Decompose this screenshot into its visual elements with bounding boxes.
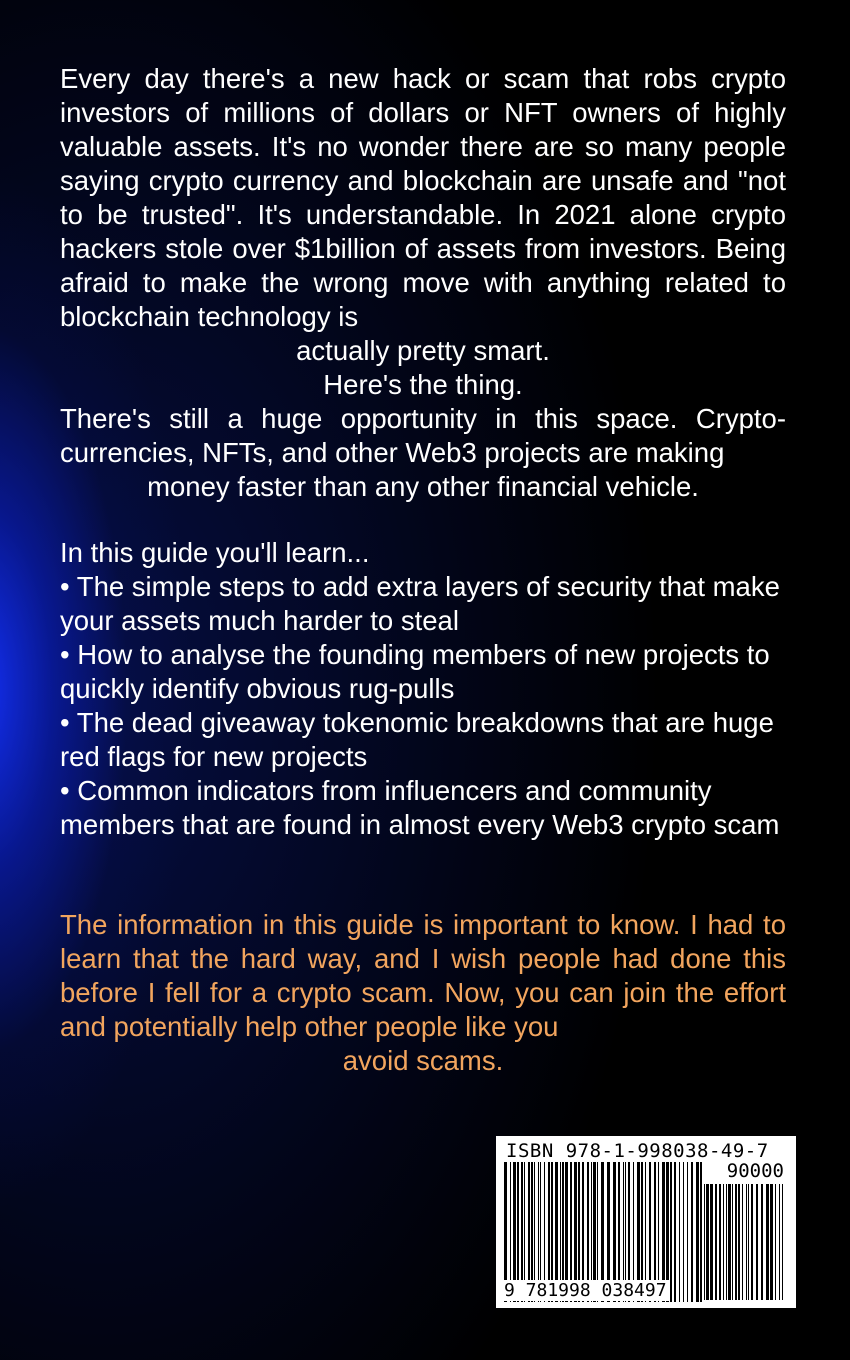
barcode-stripe bbox=[756, 1184, 758, 1300]
intro-section bbox=[60, 62, 786, 504]
opportunity-paragraph: There's still a huge opportunity in this space. Crypto-currencies, NFTs, and other Web3 projects are making bbox=[60, 403, 786, 468]
barcode-stripe bbox=[726, 1184, 727, 1300]
learn-bullet: • The simple steps to add extra layers of security that make your assets much harder to steal bbox=[60, 571, 780, 636]
barcode-stripe bbox=[770, 1184, 773, 1300]
barcode-stripe bbox=[687, 1162, 688, 1302]
opportunity-paragraph-end: money faster than any other financial vehicle. bbox=[147, 471, 699, 502]
learn-bullet: • The dead giveaway tokenomic breakdowns that are huge red flags for new projects bbox=[60, 707, 774, 772]
barcode-stripe bbox=[735, 1184, 737, 1300]
barcode-stripe bbox=[775, 1184, 776, 1300]
isbn-barcode bbox=[496, 1136, 796, 1308]
learn-bullet: • How to analyse the founding members of new projects to quickly identify obvious rug-pulls bbox=[60, 639, 770, 704]
barcode-stripe bbox=[779, 1184, 780, 1300]
learn-bullet: • Common indicators from influencers and community members that are found in almost every Web3 crypto scam bbox=[60, 775, 780, 840]
addon-barcode-bars bbox=[704, 1184, 786, 1300]
barcode-stripe bbox=[761, 1184, 763, 1300]
barcode-stripe bbox=[674, 1162, 676, 1302]
ean-digits: 9 781998 038497 bbox=[504, 1280, 667, 1301]
barcode-stripe bbox=[691, 1162, 693, 1302]
barcode-stripe bbox=[696, 1162, 699, 1302]
barcode-stripe bbox=[782, 1184, 783, 1300]
heres-the-thing: Here's the thing. bbox=[323, 369, 523, 400]
barcode-stripe bbox=[746, 1184, 747, 1300]
barcode-stripe bbox=[766, 1184, 769, 1300]
barcode-stripe bbox=[742, 1184, 743, 1300]
closing-section bbox=[60, 908, 786, 1078]
barcode-stripe bbox=[715, 1184, 717, 1300]
barcode-stripe bbox=[700, 1162, 702, 1302]
closing-paragraph-end: avoid scams. bbox=[342, 1045, 504, 1076]
barcode-stripe bbox=[706, 1184, 709, 1300]
learn-heading: In this guide you'll learn... bbox=[60, 537, 370, 568]
isbn-label: ISBN 978-1-998038-49-7 bbox=[506, 1140, 769, 1162]
barcode-stripe bbox=[748, 1184, 749, 1300]
price-code: 90000 bbox=[726, 1160, 784, 1182]
barcode-stripe bbox=[751, 1184, 753, 1300]
barcode-stripe bbox=[719, 1184, 721, 1300]
barcode-stripe bbox=[710, 1184, 713, 1300]
barcode-stripe bbox=[732, 1184, 733, 1300]
barcode-stripe bbox=[728, 1184, 731, 1300]
intro-paragraph-end: actually pretty smart. bbox=[296, 335, 550, 366]
barcode-stripe bbox=[738, 1184, 740, 1300]
barcode-stripe bbox=[683, 1162, 684, 1302]
intro-paragraph: Every day there's a new hack or scam that robs crypto investors of millions of dollars or NFT owners of highly valuable assets. It's no wonder there are so many people saying crypto currency and blockchain are unsafe and "not to be trusted". It's understandable. In 2021 alone crypto hackers stole over $1billion of assets from investors. Being afraid to make the wrong move with anything related to blockchain technology is bbox=[60, 63, 786, 332]
barcode-stripe bbox=[704, 1184, 705, 1300]
barcode-stripe bbox=[670, 1162, 672, 1302]
learn-section bbox=[60, 536, 786, 842]
barcode-stripe bbox=[679, 1162, 680, 1302]
barcode-stripe bbox=[723, 1184, 724, 1300]
closing-paragraph: The information in this guide is important to know. I had to learn that the hard way, and I wish people had done this before I fell for a crypto scam. Now, you can join the effort and potentially help other people like you bbox=[60, 909, 786, 1042]
